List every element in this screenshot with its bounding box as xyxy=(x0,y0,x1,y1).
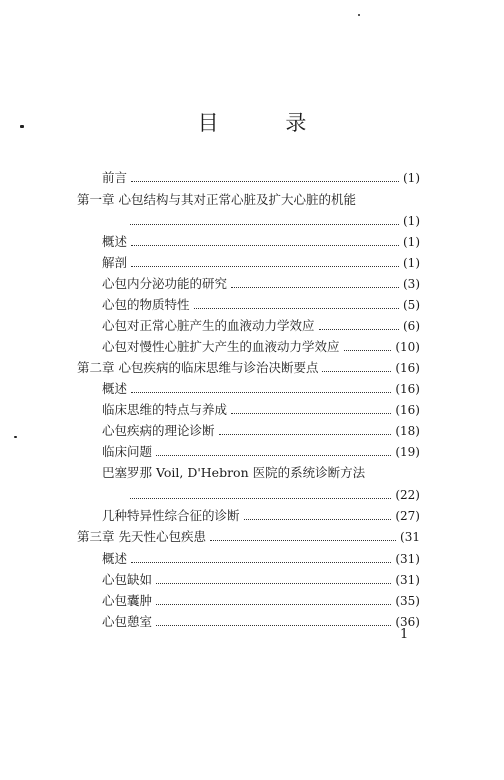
toc-entry[interactable] xyxy=(102,274,420,294)
toc-entry[interactable] xyxy=(102,253,420,273)
leader-dots xyxy=(131,244,399,246)
toc-entry[interactable] xyxy=(102,506,420,526)
toc-entry-page: (3) xyxy=(403,277,420,291)
toc-entry-page: (1) xyxy=(403,171,420,185)
toc-entry-label: 几种特异性综合征的诊断 xyxy=(102,508,240,523)
toc-entry-page: (27) xyxy=(395,509,420,523)
toc-chapter-2[interactable] xyxy=(77,358,420,378)
toc-entry-page: (22) xyxy=(395,488,420,502)
toc-entry-label: 临床思维的特点与养成 xyxy=(102,402,228,417)
toc-entry[interactable] xyxy=(102,316,420,336)
toc-entry-label: 心包囊肿 xyxy=(102,593,153,608)
toc-entry-label: 临床问题 xyxy=(102,444,153,459)
toc-entry-page: (36) xyxy=(395,615,420,629)
leader-dots xyxy=(156,624,391,626)
toc-entry-page: (31) xyxy=(395,552,420,566)
scan-speck xyxy=(358,14,360,16)
toc-entry-barcelona-page[interactable] xyxy=(126,485,420,505)
leader-dots xyxy=(131,561,391,563)
page-title: 目 录 xyxy=(197,111,337,135)
toc-entry-page: (1) xyxy=(403,256,420,270)
scan-speck xyxy=(14,436,17,438)
leader-dots xyxy=(322,370,391,372)
toc-chapter-3[interactable] xyxy=(77,527,420,547)
leader-dots xyxy=(130,497,391,499)
toc-entry-label: 心包内分泌功能的研究 xyxy=(102,276,228,291)
toc-chapter-1[interactable] xyxy=(77,190,420,210)
toc-entry[interactable] xyxy=(102,400,420,420)
toc-entry-label: 概述 xyxy=(102,551,128,566)
leader-dots xyxy=(344,349,392,351)
leader-dots xyxy=(244,518,392,520)
leader-dots xyxy=(231,412,391,414)
toc-entry[interactable] xyxy=(102,442,420,462)
toc-entry-label: 心包憩室 xyxy=(102,614,153,629)
toc-chapter-1-page[interactable] xyxy=(126,211,420,231)
toc-entry-label: 巴塞罗那 Voil, D'Hebron 医院的系统诊断方法 xyxy=(102,465,366,480)
leader-dots xyxy=(194,307,399,309)
scan-speck xyxy=(20,125,24,128)
toc-entry-page: (35) xyxy=(395,594,420,608)
toc-entry-label: 心包的物质特性 xyxy=(102,297,190,312)
toc-entry-label: 心包缺如 xyxy=(102,572,153,587)
toc-entry-page: (6) xyxy=(403,319,420,333)
toc-entry[interactable] xyxy=(102,570,420,590)
toc-entry-label: 心包对正常心脏产生的血液动力学效应 xyxy=(102,318,315,333)
toc-entry-barcelona[interactable] xyxy=(102,463,420,483)
leader-dots xyxy=(131,180,399,182)
toc-entry-page: (18) xyxy=(395,424,420,438)
toc-entry-page: (1) xyxy=(403,214,420,228)
toc-entry-page: (19) xyxy=(395,445,420,459)
toc-entry-page: (31) xyxy=(395,573,420,587)
toc-entry-label: 心包疾病的理论诊断 xyxy=(102,423,215,438)
leader-dots xyxy=(219,433,392,435)
toc-entry-label: 心包对慢性心脏扩大产生的血液动力学效应 xyxy=(102,339,340,354)
leader-dots xyxy=(210,539,396,541)
toc-entry[interactable] xyxy=(102,337,420,357)
toc-entry-label: 概述 xyxy=(102,234,128,249)
toc-entry-page: (10) xyxy=(395,340,420,354)
leader-dots xyxy=(156,454,391,456)
toc-entry[interactable] xyxy=(102,379,420,399)
leader-dots xyxy=(131,391,391,393)
toc-entry-page: (1) xyxy=(403,235,420,249)
toc-entry[interactable] xyxy=(102,421,420,441)
leader-dots xyxy=(231,286,399,288)
toc-entry-label: 第二章 心包疾病的临床思维与诊治决断要点 xyxy=(77,360,319,375)
toc-entry-label: 前言 xyxy=(102,170,128,185)
toc-entry-page: (16) xyxy=(395,382,420,396)
toc-entry[interactable] xyxy=(102,591,420,611)
leader-dots xyxy=(131,265,399,267)
toc-entry-page: (16) xyxy=(395,361,420,375)
toc-entry-label: 第一章 心包结构与其对正常心脏及扩大心脏的机能 xyxy=(77,192,356,207)
toc-entry-page: (16) xyxy=(395,403,420,417)
toc-entry-page: (5) xyxy=(403,298,420,312)
toc-entry-label: 概述 xyxy=(102,381,128,396)
toc-entry-label: 第三章 先天性心包疾患 xyxy=(77,529,206,544)
toc-entry-page: (31 xyxy=(400,530,420,544)
page-number: 1 xyxy=(400,627,409,642)
toc-entry[interactable] xyxy=(102,295,420,315)
toc-entry-preface[interactable] xyxy=(102,168,420,188)
toc-entry-label: 解剖 xyxy=(102,255,128,270)
leader-dots xyxy=(156,582,391,584)
toc-entry[interactable] xyxy=(102,232,420,252)
toc-entry[interactable] xyxy=(102,612,420,632)
leader-dots xyxy=(156,603,391,605)
leader-dots xyxy=(130,223,399,225)
toc-entry[interactable] xyxy=(102,549,420,569)
leader-dots xyxy=(319,328,399,330)
